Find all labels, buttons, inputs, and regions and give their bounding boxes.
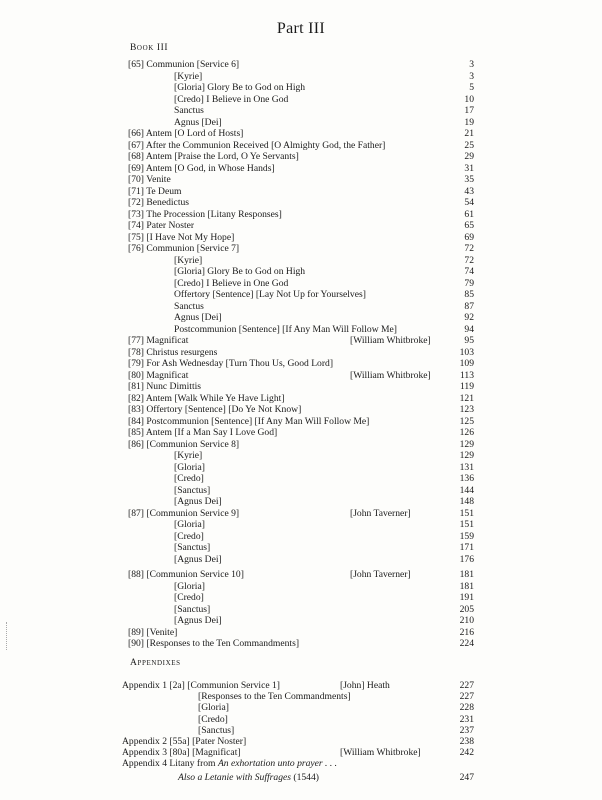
toc-entry: [128, 604, 474, 615]
entry-title: [75] [I Have Not My Hope]: [128, 231, 235, 243]
appendixes-heading: Appendixes: [130, 658, 181, 668]
entry-page-number: 126: [459, 427, 474, 438]
entry-page-number: 123: [459, 404, 474, 415]
toc-entry: [128, 128, 474, 139]
entry-page-number: 5: [469, 82, 474, 93]
entry-page-number: 191: [459, 592, 474, 603]
book-heading: Book III: [130, 43, 169, 53]
toc-entry: [122, 714, 474, 725]
scan-margin-marks: [6, 622, 9, 650]
entry-title: [77] Magnificat: [128, 335, 189, 346]
entry-page-number: 125: [459, 415, 474, 427]
entry-title: [83] Offertory [Sentence] [Do Ye Not Know]: [128, 404, 302, 415]
entry-page-number: 148: [459, 496, 474, 507]
toc-entry: [122, 747, 474, 758]
toc-entry: [128, 266, 474, 277]
entry-title: [84] Postcommunion [Sentence] [If Any Man Will Follow Me]: [128, 415, 370, 427]
entry-title: [69] Antem [O God, in Whose Hands]: [128, 162, 275, 174]
entry-page-number: 151: [459, 519, 474, 530]
toc-entry: [128, 220, 474, 231]
entry-title: Appendix 2 [55a] [Pater Noster]: [122, 736, 247, 747]
entry-page-number: 113: [459, 369, 474, 381]
entry-title: Offertory [Sentence] [Lay Not Up for Yourselves]: [174, 289, 366, 300]
entry-title: [73] The Procession [Litany Responses]: [128, 208, 282, 220]
entry-title: [Gloria] Glory Be to God on High: [174, 82, 306, 93]
entry-page-number: 19: [464, 116, 474, 128]
toc-entry: [128, 312, 474, 323]
entry-composer: [William Whitbroke]: [350, 369, 431, 381]
entry-title: [Gloria]: [198, 702, 229, 714]
entry-title: [Sanctus]: [198, 724, 235, 736]
toc-entry: [128, 197, 474, 208]
toc-entry: [128, 151, 474, 162]
entry-page-number: 131: [459, 461, 474, 473]
entry-title: [79] For Ash Wednesday [Turn Thou Us, Good Lord]: [128, 358, 334, 369]
toc-entry: [128, 358, 474, 369]
entry-page-number: 31: [464, 162, 474, 174]
toc-entry: [128, 117, 474, 128]
entry-italic-title: Also a Letanie with Suffrages: [178, 771, 291, 783]
entry-title: [Credo] I Believe in One God: [174, 93, 289, 105]
entry-page-number: 92: [464, 312, 474, 323]
entry-title: [Gloria]: [174, 461, 205, 473]
entry-title: [Credo]: [174, 530, 204, 542]
toc-entry: [128, 232, 474, 243]
entry-italic-title: An exhortation unto prayer . . .: [217, 758, 338, 770]
entry-page-number: 35: [464, 174, 474, 185]
entry-page-number: 79: [464, 277, 474, 289]
entry-page-number: 228: [459, 702, 474, 714]
entry-composer: [John] Heath: [340, 680, 390, 691]
entry-title: [66] Antem [O Lord of Hosts]: [128, 128, 244, 139]
toc-entry: [128, 335, 474, 346]
toc-entry: [128, 209, 474, 220]
page-title: Part III: [276, 20, 326, 37]
entry-page-number: 65: [464, 220, 474, 231]
toc-entry: [128, 163, 474, 174]
toc-entry: [122, 691, 474, 702]
entry-title: [82] Antem [Walk While Ye Have Light]: [128, 392, 285, 404]
entry-title: Postcommunion [Sentence] [If Any Man Will Follow Me]: [174, 323, 397, 335]
entry-title: [Agnus Dei]: [174, 553, 222, 565]
entry-title: [Kyrie]: [174, 70, 203, 82]
toc-entry: [122, 772, 474, 783]
toc-entry: [128, 638, 474, 649]
toc-entry: [122, 758, 474, 769]
toc-entry: [128, 627, 474, 638]
entry-page-number: 227: [459, 691, 474, 703]
entry-page-number: 121: [459, 392, 474, 404]
entry-page-number: 224: [459, 638, 474, 649]
toc-entry: [122, 736, 474, 747]
toc-entry: [128, 71, 474, 82]
entry-title: [Sanctus]: [174, 542, 211, 553]
entry-page-number: 238: [459, 736, 474, 747]
entry-title: [Gloria]: [174, 580, 205, 592]
entry-page-number: 171: [459, 542, 474, 553]
entry-page-number: 69: [464, 231, 474, 243]
entry-page-number: 129: [459, 438, 474, 450]
entry-title: [89] [Venite]: [128, 626, 178, 638]
entry-title: [76] Communion [Service 7]: [128, 243, 240, 254]
entry-page-number: 181: [459, 569, 474, 580]
entry-title: [Responses to the Ten Commandments]: [198, 691, 351, 703]
entry-page-number: 94: [464, 323, 474, 335]
entry-title: [Credo]: [174, 592, 204, 603]
entry-page-number: 242: [459, 747, 474, 759]
entry-page-number: 74: [464, 266, 474, 277]
entry-title: [87] [Communion Service 9]: [128, 507, 240, 519]
toc-entry: [128, 82, 474, 93]
entry-page-number: 151: [459, 507, 474, 519]
entry-page-number: 237: [459, 724, 474, 736]
entry-title: [65] Communion [Service 6]: [128, 59, 240, 70]
entry-page-number: 109: [459, 358, 474, 369]
toc-entry: [128, 393, 474, 404]
entry-title: [81] Nunc Dimittis: [128, 381, 202, 392]
toc-entry: [128, 301, 474, 312]
toc-entry: [128, 462, 474, 473]
entry-title: [Agnus Dei]: [174, 496, 222, 507]
entry-title: [68] Antem [Praise the Lord, O Ye Servants]: [128, 151, 299, 162]
entry-page-number: 103: [459, 346, 474, 358]
entry-title: Sanctus: [174, 300, 204, 312]
entry-title: [Sanctus]: [174, 603, 211, 615]
entry-page-number: 231: [459, 713, 474, 725]
entry-page-number: 72: [464, 254, 474, 266]
entry-title: [Kyrie]: [174, 450, 203, 461]
toc-entry: [128, 404, 474, 415]
entry-title: Agnus [Dei]: [174, 116, 222, 128]
entry-page-number: 210: [459, 615, 474, 626]
entry-page-number: 10: [464, 93, 474, 105]
toc-entry: [128, 569, 474, 580]
entry-page-number: 29: [464, 151, 474, 162]
toc-entry: [128, 473, 474, 484]
toc-entry: [128, 347, 474, 358]
entry-page-number: 3: [469, 70, 474, 82]
toc-entry: [128, 289, 474, 300]
toc-entry: [128, 485, 474, 496]
entry-page-number: 17: [464, 105, 474, 116]
entry-page-number: 3: [469, 59, 474, 70]
toc-entry: [128, 554, 474, 565]
entry-title: Appendix 1 [2a] [Communion Service 1]: [122, 680, 280, 691]
entry-title: [Sanctus]: [174, 484, 211, 496]
entry-page-number: 61: [464, 208, 474, 220]
toc-entry: [128, 439, 474, 450]
entry-page-number: 205: [459, 603, 474, 615]
entry-page-number: 119: [459, 381, 474, 392]
toc-entry: [122, 725, 474, 736]
entry-title: Appendix 3 [80a] [Magnificat]: [122, 747, 241, 759]
entry-title: [Gloria]: [174, 519, 205, 530]
entry-composer: [William Whitbroke]: [340, 747, 421, 759]
toc-entry: [128, 186, 474, 197]
entry-page-number: 54: [464, 197, 474, 208]
entry-page-number: 21: [464, 128, 474, 139]
entry-page-number: 87: [464, 300, 474, 312]
entry-title: Sanctus: [174, 105, 204, 116]
entry-composer: [John Taverner]: [350, 569, 411, 580]
entry-page-number: 25: [464, 139, 474, 151]
toc-entry: [128, 255, 474, 266]
toc-entry: [128, 508, 474, 519]
entry-title: [85] Antem [If a Man Say I Love God]: [128, 427, 278, 438]
entry-title: [Credo]: [198, 713, 228, 725]
toc-entry: [128, 94, 474, 105]
entry-page-number: 129: [459, 450, 474, 461]
entry-title: Appendix 4 Litany from: [122, 758, 216, 770]
toc-entry: [128, 174, 474, 185]
toc-entry: [128, 519, 474, 530]
toc-entry: [128, 581, 474, 592]
entry-title: [90] [Responses to the Ten Commandments]: [128, 638, 300, 649]
toc-entry: [122, 680, 474, 691]
entry-page-number: 144: [459, 484, 474, 496]
entry-page-number: 181: [459, 580, 474, 592]
toc-entry: [128, 496, 474, 507]
toc-entry: [128, 615, 474, 626]
entry-page-number: 85: [464, 289, 474, 300]
toc-entry: [128, 243, 474, 254]
entry-page-number: 247: [459, 771, 474, 783]
entry-page-number: 43: [464, 185, 474, 197]
toc-entry: [128, 542, 474, 553]
toc-entry: [128, 324, 474, 335]
toc-entry: [128, 370, 474, 381]
entry-title: [72] Benedictus: [128, 197, 190, 208]
toc-entry: [128, 531, 474, 542]
toc-entry: [128, 427, 474, 438]
entry-composer: [John Taverner]: [350, 507, 411, 519]
entry-title: [71] Te Deum: [128, 185, 182, 197]
entry-year: (1544): [291, 771, 319, 783]
toc-entry: [128, 140, 474, 151]
entry-page-number: 95: [464, 335, 474, 346]
entry-title: [67] After the Communion Received [O Almighty God, the Father]: [128, 139, 386, 151]
entry-title: Agnus [Dei]: [174, 312, 222, 323]
entry-title: [78] Christus resurgens: [128, 346, 218, 358]
entry-page-number: 216: [459, 626, 474, 638]
entry-page-number: 136: [459, 473, 474, 484]
entry-title: [Credo] I Believe in One God: [174, 277, 289, 289]
entry-title: [74] Pater Noster: [128, 220, 195, 231]
toc-entry: [128, 381, 474, 392]
entry-title: [88] [Communion Service 10]: [128, 569, 244, 580]
entry-page-number: 227: [459, 680, 474, 691]
toc-entry: [128, 592, 474, 603]
entry-page-number: 159: [459, 530, 474, 542]
entry-composer: [William Whitbroke]: [350, 335, 431, 346]
toc-entry: [128, 278, 474, 289]
toc-entry: [128, 416, 474, 427]
entry-title: [70] Venite: [128, 174, 171, 185]
entry-title: [86] [Communion Service 8]: [128, 438, 240, 450]
toc-entry: [128, 105, 474, 116]
entry-title: [Gloria] Glory Be to God on High: [174, 266, 306, 277]
toc-entry: [128, 59, 474, 70]
entry-title: [Kyrie]: [174, 254, 203, 266]
entry-page-number: 176: [459, 553, 474, 565]
entry-page-number: 72: [464, 243, 474, 254]
entry-title: [Agnus Dei]: [174, 615, 222, 626]
entry-title: [80] Magnificat: [128, 369, 189, 381]
entry-title: [Credo]: [174, 473, 204, 484]
toc-entry: [122, 702, 474, 713]
toc-entry: [128, 450, 474, 461]
